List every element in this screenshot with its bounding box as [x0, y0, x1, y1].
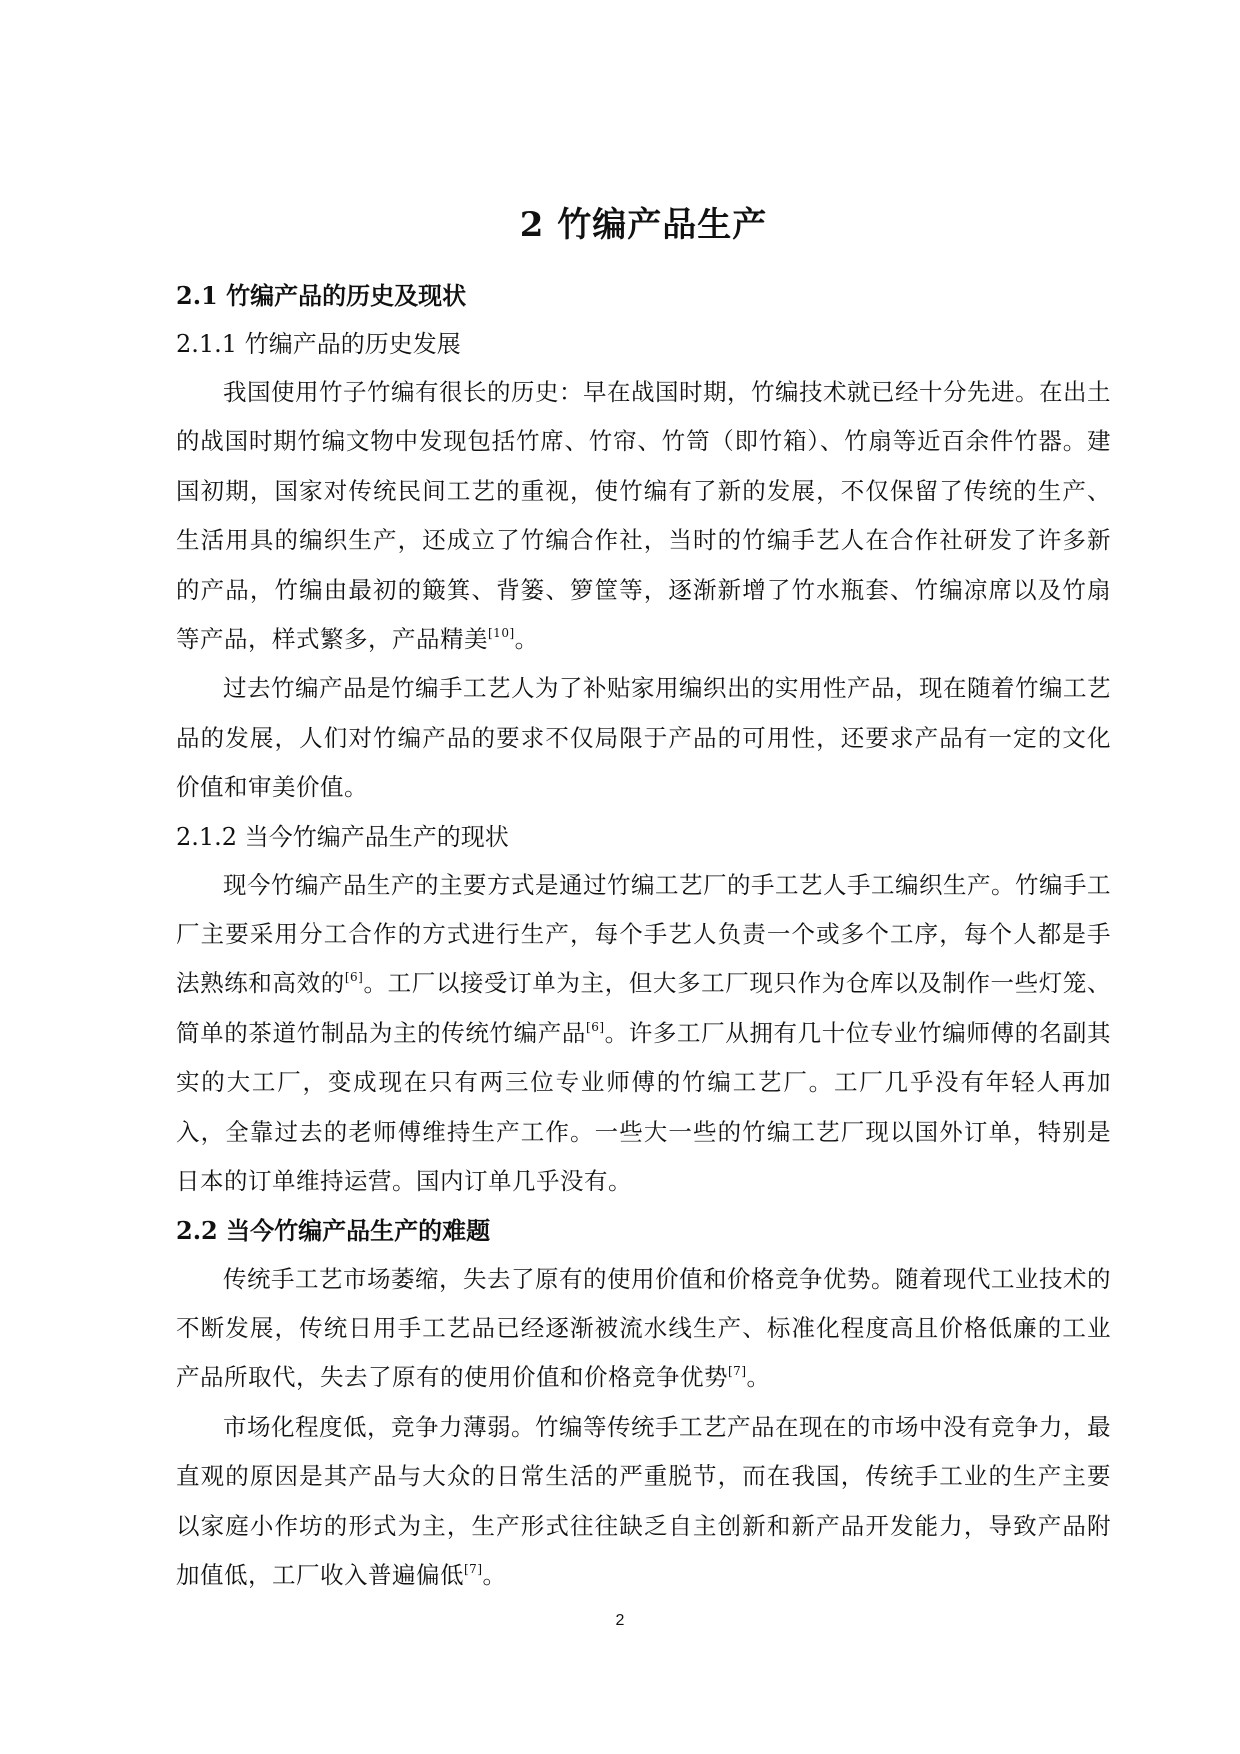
citation-ref: [6] [586, 1019, 605, 1034]
citation-ref: [10] [488, 626, 515, 641]
section-heading-2-1-1: 2.1.1 竹编产品的历史发展 [176, 330, 461, 358]
citation-ref: [6] [344, 970, 364, 985]
section-heading-2-2: 2.2 当今竹编产品生产的难题 [176, 1215, 491, 1245]
paragraph-history-1 [176, 368, 1111, 664]
paragraph-status-1 [176, 861, 1111, 1207]
citation-ref: [7] [728, 1364, 747, 1379]
chapter-title: 2 竹编产品生产 [519, 205, 768, 245]
paragraph-text: 我国使用竹子竹编有很长的历史：早在战国时期，竹编技术就已经十分先进。在出土的战国时期竹编文物中发现包括竹席、竹帘、竹笥（即竹箱）、竹扇等近百余件竹器。建国初期，国家对传统民间工艺的重视，使竹编有了新的发展，不仅保留了传统的生产、生活用具的编织生产，还成立了竹编合作社，当时的竹编手艺人在合作社研发了许多新的产品，竹编由最初的簸箕、背篓、箩筐等，逐渐新增了竹水瓶套、竹编凉席以及竹扇等产品，样式繁多，产品精美 [176, 378, 1111, 654]
paragraph-text: 传统手工艺市场萎缩，失去了原有的使用价值和价格竞争优势。随着现代工业技术的不断发展，传统日用手工艺品已经逐渐被流水线生产、标准化程度高且价格低廉的工业产品所取代，失去了原有的使用价值和价格竞争优势 [176, 1264, 1111, 1392]
page-content [176, 200, 1111, 1600]
page-number: 2 [615, 1612, 625, 1629]
paragraph-text: 现今竹编产品生产的主要方式是通过竹编工艺厂的手工艺人手工编织生产。竹编手工厂主要采用分工合作的方式进行生产，每个手艺人负责一个或多个工序，每个人都是手法熟练和高效的 [176, 870, 1111, 998]
section-heading-2-1-2: 2.1.2 当今竹编产品生产的现状 [176, 822, 509, 851]
paragraph-problem-2 [176, 1403, 1111, 1601]
paragraph-text: 。工厂以接受订单为主，但大多工厂现只作为仓库以及制作一些灯笼、简单的茶道竹制品为主的传统竹编产品 [176, 969, 1112, 1047]
paragraph-end: 。 [514, 625, 539, 654]
paragraph-text: 。许多工厂从拥有几十位专业竹编师傅的名副其实的大工厂，变成现在只有两三位专业师傅的竹编工艺厂。工厂几乎没有年轻人再加入，全靠过去的老师傅维持生产工作。一些大一些的竹编工艺厂现以国外订单，特别是日本的订单维持运营。国内订单几乎没有。 [176, 1018, 1112, 1196]
paragraph-text: 市场化程度低，竞争力薄弱。竹编等传统手工艺产品在现在的市场中没有竞争力，最直观的原因是其产品与大众的日常生活的严重脱节，而在我国，传统手工业的生产主要以家庭小作坊的形式为主，生产形式往往缺乏自主创新和新产品开发能力，导致产品附加值低，工厂收入普遍偏低 [176, 1412, 1111, 1589]
paragraph-history-2: 过去竹编产品是竹编手工艺人为了补贴家用编织出的实用性产品，现在随着竹编工艺品的发展，人们对竹编产品的要求不仅局限于产品的可用性，还要求产品有一定的文化价值和审美价值。 [176, 674, 1111, 802]
section-heading-2-1: 2.1 竹编产品的历史及现状 [176, 281, 467, 310]
paragraph-end: 。 [746, 1363, 771, 1392]
paragraph-end: 。 [482, 1560, 507, 1589]
paragraph-problem-1 [176, 1255, 1111, 1403]
citation-ref: [7] [464, 1561, 483, 1576]
